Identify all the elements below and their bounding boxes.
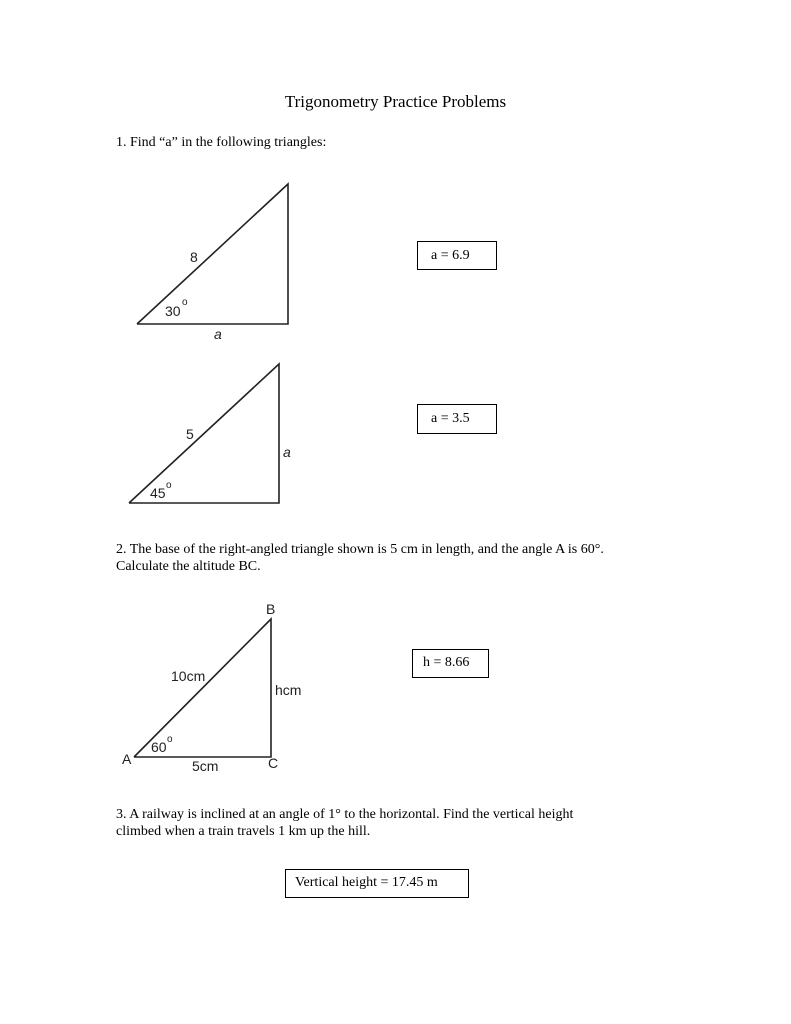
triangle-3-outline [134,619,271,757]
triangle-3 [122,601,301,774]
answer-3-text: h = 8.66 [423,655,470,670]
vertex-b-label: B [266,601,276,617]
triangle-2-outline [129,364,279,503]
question-2-prompt-line-2: Calculate the altitude BC. [116,559,261,574]
answer-box-2 [417,404,497,434]
answer-4-text: Vertical height = 17.45 m [295,875,438,890]
hypotenuse-label: 10cm [171,668,206,684]
height-label: hcm [275,682,302,698]
angle-a-degree-mark: o [167,734,173,745]
triangle-2 [129,364,291,503]
triangle-1-outline [137,184,288,324]
question-2-prompt-line-1: 2. The base of the right-angled triangle shown is 5 cm in length, and the angle A is 60°. [116,542,604,557]
answer-2-text: a = 3.5 [431,411,470,426]
answer-box-1 [417,241,497,270]
triangle-2-degree-mark: o [166,480,172,491]
question-1-prompt: 1. Find “a” in the following triangles: [116,135,327,150]
question-3-prompt-line-1: 3. A railway is inclined at an angle of 1° to the horizontal. Find the vertical height [116,807,574,822]
page-title: Trigonometry Practice Problems [284,92,507,111]
triangle-2-side-label: a [283,444,291,460]
triangle-1 [137,184,288,342]
angle-a-label: 60 [151,739,167,755]
answer-box-4 [285,869,469,898]
base-label: 5cm [192,758,219,774]
answer-1-text: a = 6.9 [431,248,470,263]
vertex-c-label: C [268,755,279,771]
question-3-prompt-line-2: climbed when a train travels 1 km up the hill. [116,824,371,839]
triangle-1-hyp-label: 8 [190,249,198,265]
triangle-2-angle-label: 45 [150,485,166,501]
vertex-a-label: A [122,751,132,767]
triangle-1-degree-mark: o [182,297,188,308]
triangle-2-hyp-label: 5 [186,426,194,442]
triangle-1-angle-label: 30 [165,303,181,319]
answer-box-3 [412,649,489,678]
triangle-1-side-label: a [214,326,222,342]
